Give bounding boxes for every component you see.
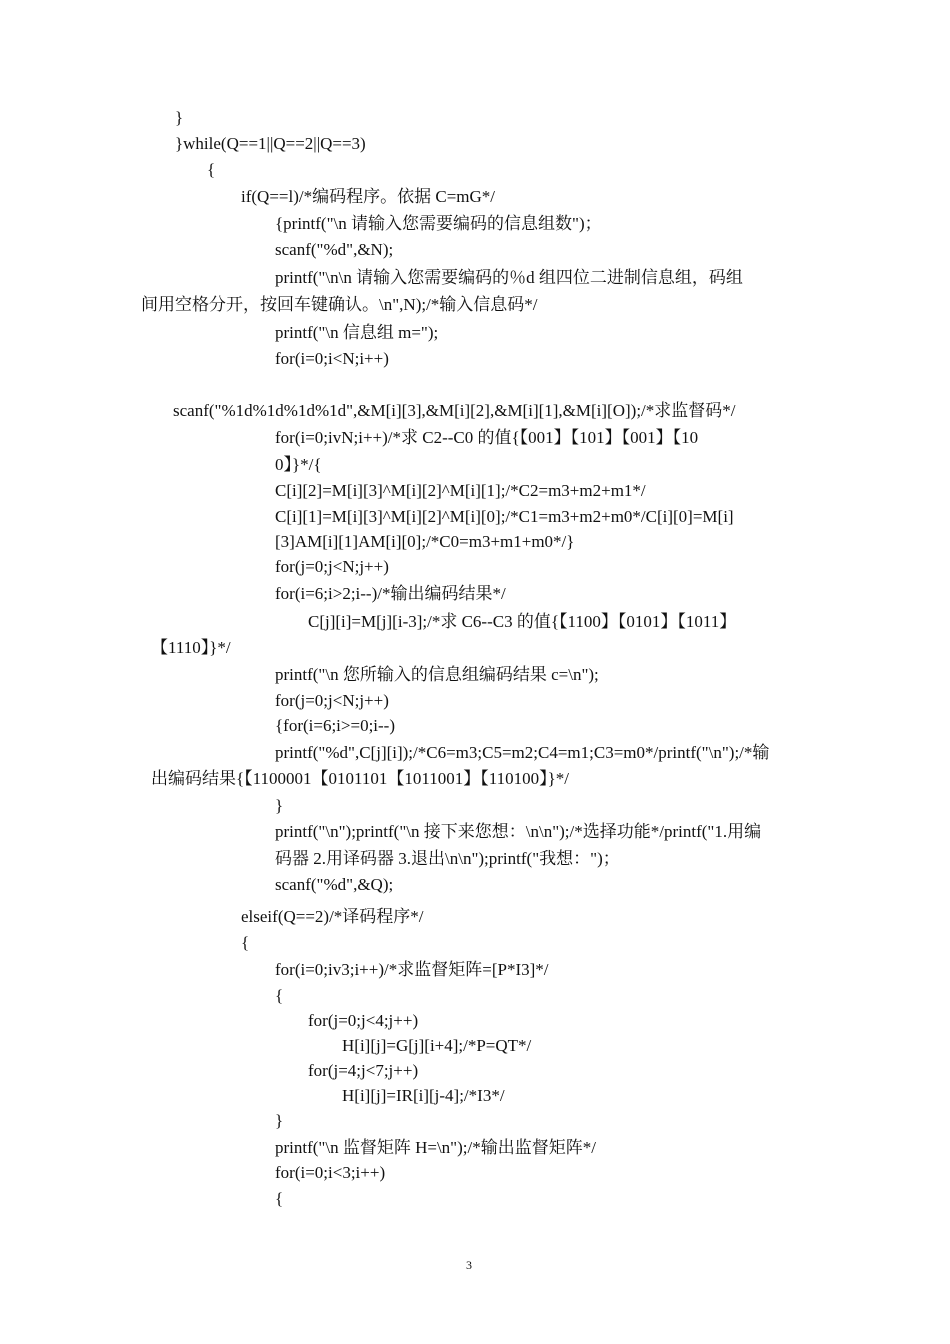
code-line: { [207, 160, 216, 179]
code-line: C[i][1]=M[i][3]^M[i][2]^M[i][0];/*C1=m3+m2+m0*/C[i][0]=M[i] [275, 507, 734, 526]
code-line: for(i=0;ivN;i++)/*求 C2--C0 的值{【001】【101】【001】【10 [275, 428, 699, 447]
code-line: 出编码结果{【1100001【0101101【1011001】【110100】}*/ [151, 769, 570, 788]
code-line: 0】}*/{ [275, 455, 322, 474]
code-line: 【1110】}*/ [151, 638, 231, 657]
code-line: printf("\n 信息组 m="); [275, 323, 439, 342]
code-line: scanf("%d",&N); [275, 240, 394, 259]
code-line: printf("\n\n 请输入您需要编码的％d 组四位二进制信息组，码组 [275, 268, 743, 287]
code-line: printf("\n 您所输入的信息组编码结果 c=\n"); [275, 665, 599, 684]
code-line: for(j=4;j<7;j++) [308, 1061, 419, 1080]
code-line: scanf("%d",&Q); [275, 875, 394, 894]
code-line: scanf("%1d%1d%1d%1d",&M[i][3],&M[i][2],&M[i][1],&M[i][O]);/*求监督码*/ [173, 401, 736, 420]
code-line: printf("%d",C[j][i]);/*C6=m3;C5=m2;C4=m1;C3=m0*/printf("\n");/*输 [275, 743, 770, 762]
code-line: for(i=6;i>2;i--)/*输出编码结果*/ [275, 584, 506, 603]
code-line: if(Q==l)/*编码程序。依据 C=mG*/ [241, 187, 496, 206]
code-line: 间用空格分开，按回车键确认。\n",N);/*输入信息码*/ [141, 295, 538, 314]
code-line: printf("\n 监督矩阵 H=\n");/*输出监督矩阵*/ [275, 1138, 596, 1157]
code-line: for(i=0;i<3;i++) [275, 1163, 386, 1182]
code-line: { [241, 933, 250, 952]
code-line: for(j=0;j<N;j++) [275, 691, 389, 710]
code-line: C[i][2]=M[i][3]^M[i][2]^M[i][1];/*C2=m3+m2+m1*/ [275, 481, 646, 500]
code-line: 码器 2.用译码器 3.退出\n\n");printf("我想：")； [275, 849, 620, 868]
code-line: for(j=0;j<4;j++) [308, 1011, 419, 1030]
code-line: for(j=0;j<N;j++) [275, 557, 389, 576]
code-line: {for(i=6;i>=0;i--) [275, 716, 396, 735]
code-line: { [275, 1189, 284, 1208]
code-line: } [275, 1111, 284, 1130]
code-line: {printf("\n 请输入您需要编码的信息组数")； [275, 214, 602, 233]
code-line: printf("\n");printf("\n 接下来您想：\n\n");/*选择功能*/printf("1.用编 [275, 822, 762, 841]
code-line: H[i][j]=IR[i][j-4];/*I3*/ [342, 1086, 505, 1105]
code-line: { [275, 986, 284, 1005]
code-line: for(i=0;i<N;i++) [275, 349, 389, 368]
code-line: } [275, 796, 284, 815]
code-line: for(i=0;iv3;i++)/*求监督矩阵=[P*I3]*/ [275, 960, 549, 979]
code-line: }while(Q==1||Q==2||Q==3) [175, 134, 366, 153]
code-line: C[j][i]=M[j][i-3];/*求 C6--C3 的值{【1100】【0101】【1011】 [308, 612, 737, 631]
code-line: elseif(Q==2)/*译码程序*/ [241, 907, 424, 926]
page-number: 3 [466, 1258, 472, 1272]
code-line: H[i][j]=G[j][i+4];/*P=QT*/ [342, 1036, 532, 1055]
code-line: [3]AM[i][1]AM[i][0];/*C0=m3+m1+m0*/} [275, 532, 575, 551]
code-line: } [175, 108, 184, 127]
